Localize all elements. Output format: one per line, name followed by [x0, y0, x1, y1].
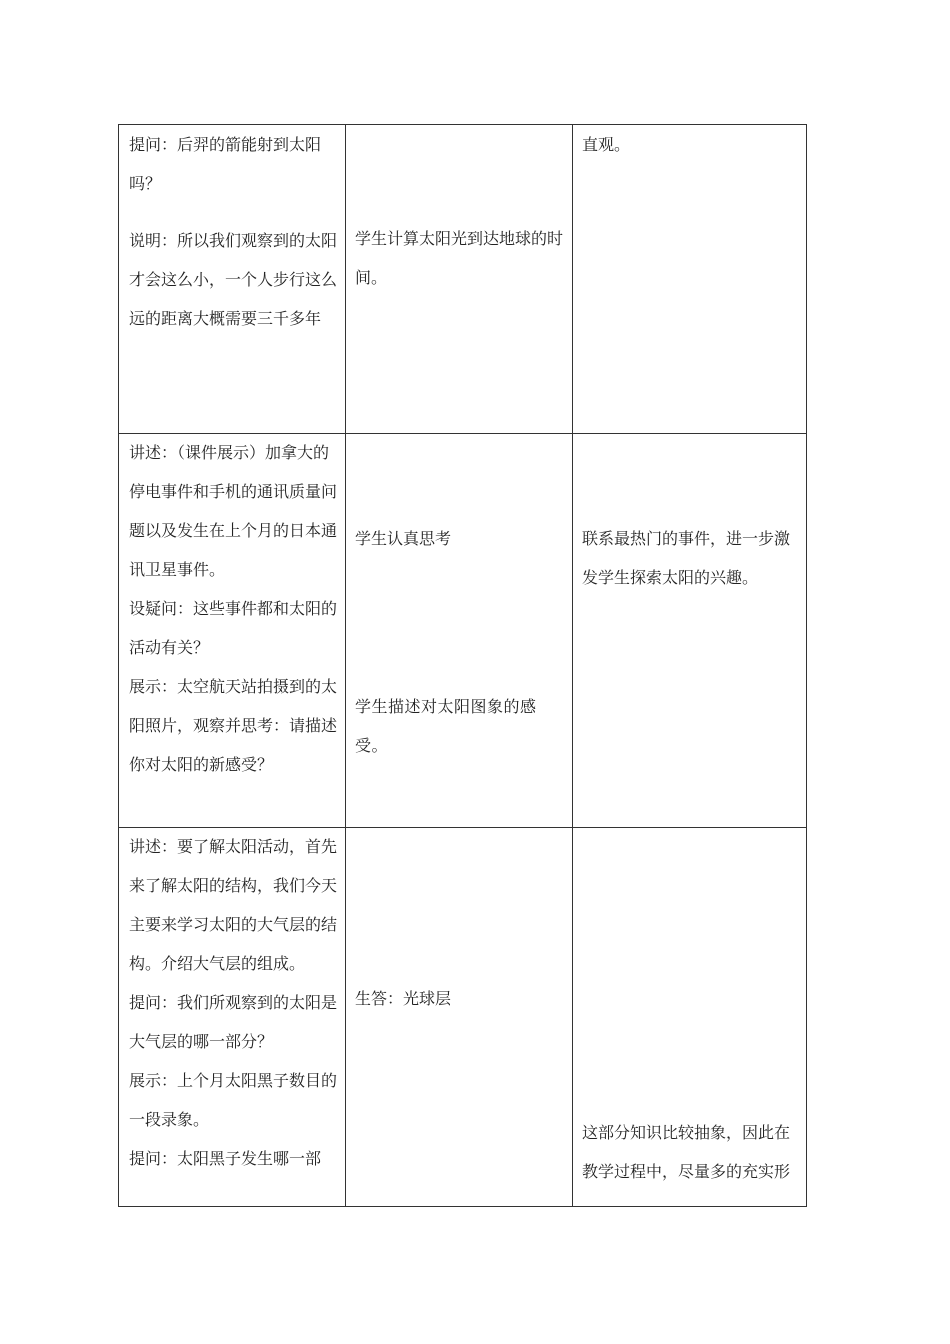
column-divider	[572, 125, 573, 1206]
design-purpose: 这部分知识比较抽象，因此在教学过程中，尽量多的充实形	[582, 1123, 791, 1181]
row1-student-cell	[355, 219, 567, 297]
teacher-explanation: 说明：所以我们观察到的太阳才会这么小，一个人步行这么远的距离大概需要三千多年	[129, 231, 338, 328]
lesson-table	[118, 124, 807, 1207]
column-divider	[345, 125, 346, 1206]
row2-purpose-cell	[582, 519, 804, 597]
design-purpose: 直观。	[582, 135, 631, 154]
teacher-show: 展示：上个月太阳黑子数目的一段录象。	[129, 1071, 338, 1129]
row3-teacher-cell	[129, 827, 341, 1178]
teacher-narration: 讲述：要了解太阳活动，首先来了解太阳的结构，我们今天主要来学习太阳的大气层的结构。介绍大气层的组成。	[129, 837, 338, 973]
row1-purpose-cell	[582, 125, 804, 164]
row3-purpose-cell	[582, 1113, 804, 1191]
row2-student-cell	[355, 519, 567, 558]
row3-student-cell	[355, 979, 567, 1018]
student-think: 学生认真思考	[355, 529, 452, 548]
teacher-narration: 讲述：（课件展示）加拿大的停电事件和手机的通讯质量问题以及发生在上个月的日本通讯卫星事件。	[129, 443, 338, 579]
teacher-question-2: 提问：太阳黑子发生哪一部	[129, 1149, 322, 1168]
teacher-doubt-question: 设疑问：这些事件都和太阳的活动有关？	[129, 599, 338, 657]
row1-teacher-cell	[129, 125, 341, 338]
teacher-question: 提问：我们所观察到的太阳是大气层的哪一部分？	[129, 993, 338, 1051]
design-purpose: 联系最热门的事件，进一步激发学生探索太阳的兴趣。	[582, 529, 791, 587]
teacher-question: 提问：后羿的箭能射到太阳吗？	[129, 135, 322, 193]
student-describe: 学生描述对太阳图象的感受。	[355, 697, 537, 755]
student-activity: 学生计算太阳光到达地球的时间。	[355, 229, 564, 287]
row2-teacher-cell	[129, 433, 341, 784]
row2-student-cell-2	[355, 687, 567, 765]
student-answer: 生答：光球层	[355, 989, 452, 1008]
teacher-show: 展示：太空航天站拍摄到的太阳照片，观察并思考：请描述你对太阳的新感受？	[129, 677, 338, 774]
